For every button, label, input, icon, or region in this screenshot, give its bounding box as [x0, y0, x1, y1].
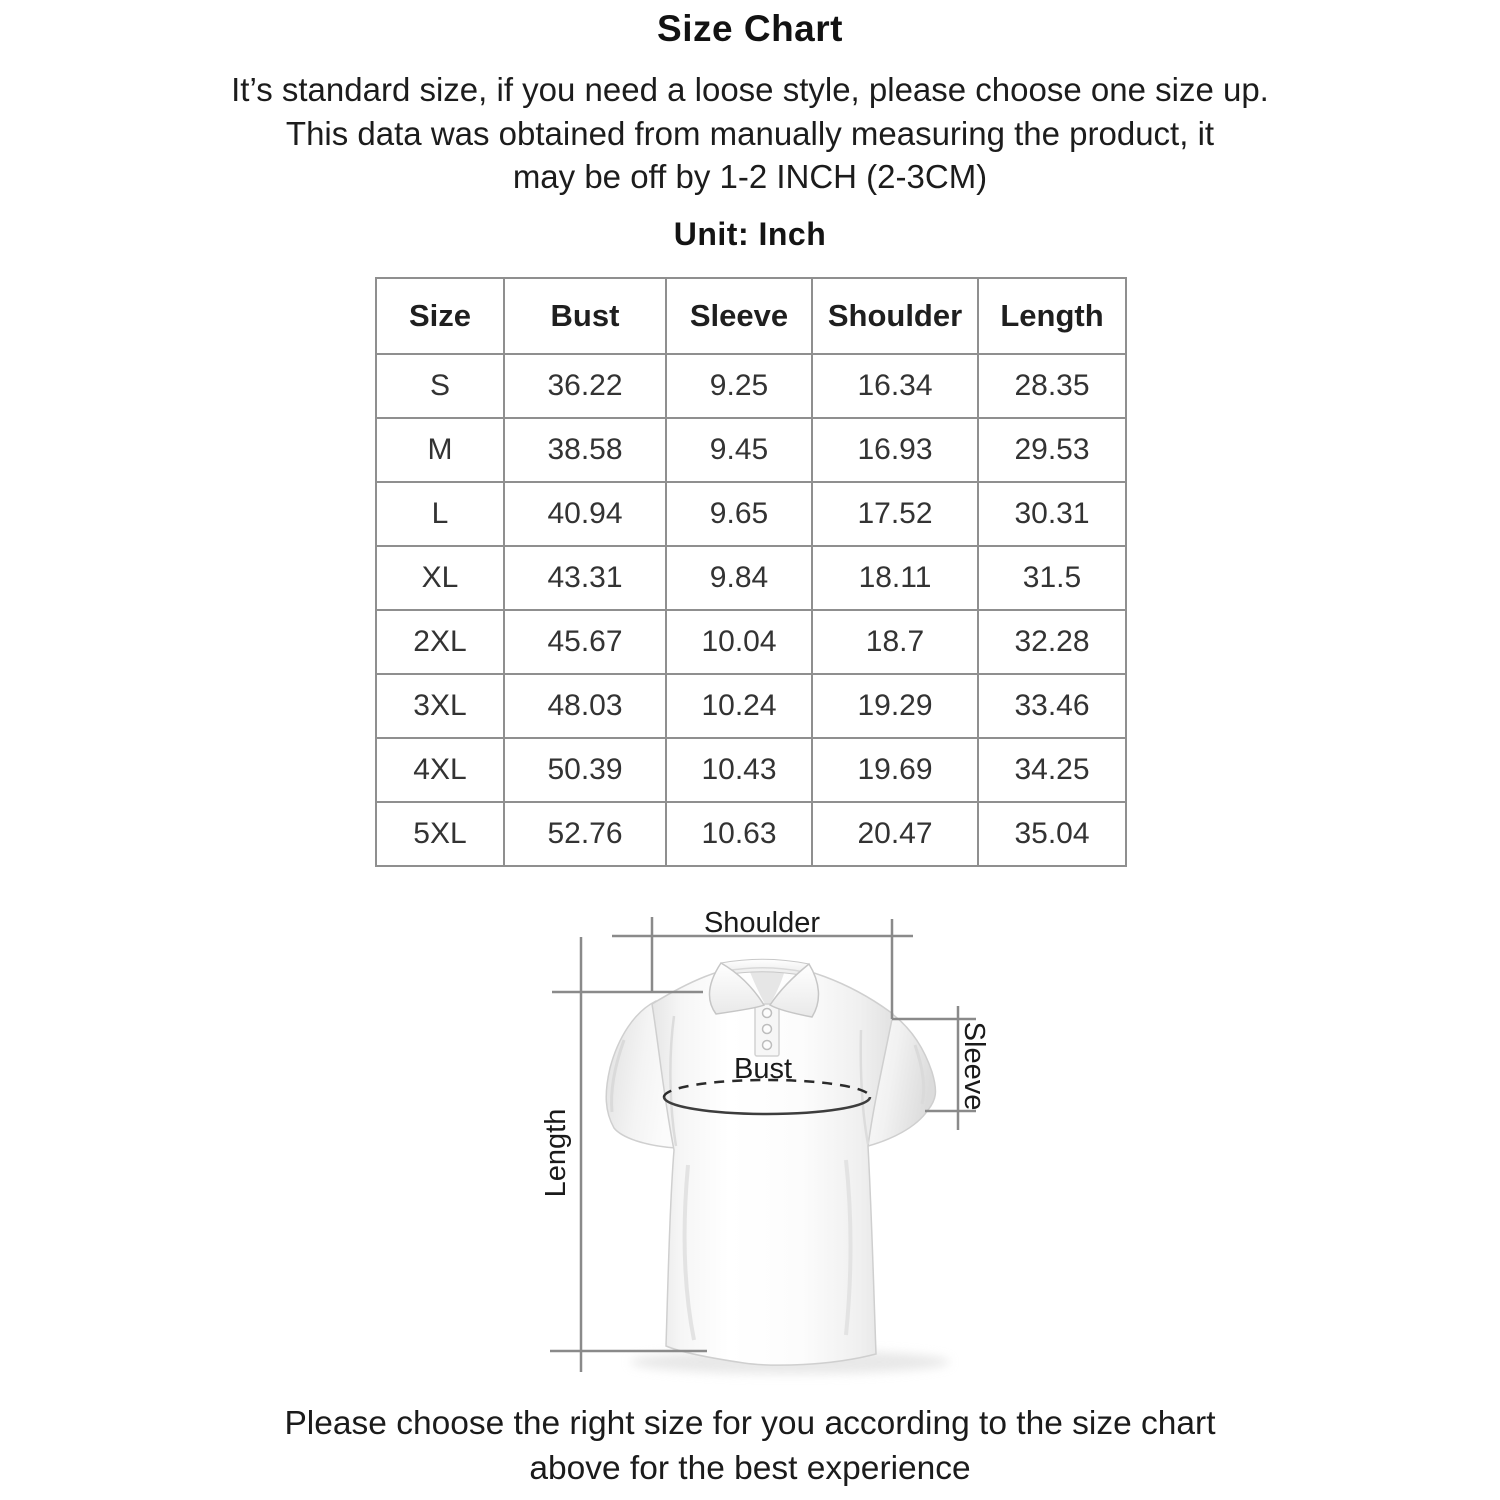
unit-label: Unit: Inch: [673, 216, 827, 252]
footer-note: [0, 1401, 1500, 1491]
page-title: Size Chart: [657, 8, 843, 49]
table-cell: 29.53: [978, 418, 1126, 482]
table-cell: 43.31: [504, 546, 666, 610]
table-cell: 30.31: [978, 482, 1126, 546]
table-header-cell: Shoulder: [812, 278, 978, 354]
table-cell: 34.25: [978, 738, 1126, 802]
table-cell: 16.93: [812, 418, 978, 482]
table-cell: L: [376, 482, 504, 546]
table-cell: 9.65: [666, 482, 812, 546]
table-cell: 45.67: [504, 610, 666, 674]
table-cell: 17.52: [812, 482, 978, 546]
table-cell: 48.03: [504, 674, 666, 738]
table-header-cell: Length: [978, 278, 1126, 354]
table-cell: 10.24: [666, 674, 812, 738]
size-note-line-3: may be off by 1-2 INCH (2-3CM): [512, 158, 988, 195]
table-cell: 5XL: [376, 802, 504, 866]
diagram-sleeve-label: Sleeve: [958, 1021, 990, 1111]
table-cell: 9.25: [666, 354, 812, 418]
table-cell: XL: [376, 546, 504, 610]
table-cell: M: [376, 418, 504, 482]
table-cell: 50.39: [504, 738, 666, 802]
table-header-cell: Sleeve: [666, 278, 812, 354]
table-cell: 32.28: [978, 610, 1126, 674]
table-cell: 38.58: [504, 418, 666, 482]
table-cell: 19.69: [812, 738, 978, 802]
diagram-shoulder-label: Shoulder: [703, 907, 821, 939]
table-cell: 52.76: [504, 802, 666, 866]
table-cell: 3XL: [376, 674, 504, 738]
table-cell: 10.04: [666, 610, 812, 674]
button: [763, 1025, 772, 1034]
table-cell: 18.11: [812, 546, 978, 610]
table-header-cell: Size: [376, 278, 504, 354]
table-cell: 40.94: [504, 482, 666, 546]
table-cell: 19.29: [812, 674, 978, 738]
table-cell: 10.43: [666, 738, 812, 802]
table-cell: 16.34: [812, 354, 978, 418]
table-cell: 33.46: [978, 674, 1126, 738]
table-cell: 2XL: [376, 610, 504, 674]
footer-line-2: above for the best experience: [529, 1450, 971, 1487]
table-cell: 31.5: [978, 546, 1126, 610]
diagram-length-label: Length: [540, 1108, 572, 1198]
table-cell: 18.7: [812, 610, 978, 674]
size-note-line-1: It’s standard size, if you need a loose style, please choose one size up.: [231, 71, 1269, 108]
button: [763, 1009, 772, 1018]
button: [763, 1041, 772, 1050]
table-cell: 35.04: [978, 802, 1126, 866]
table-cell: 9.84: [666, 546, 812, 610]
table-cell: 36.22: [504, 354, 666, 418]
diagram-bust-label: Bust: [733, 1053, 793, 1085]
footer-line-1: Please choose the right size for you according to the size chart: [284, 1405, 1216, 1442]
table-cell: 9.45: [666, 418, 812, 482]
table-cell: 10.63: [666, 802, 812, 866]
table-cell: 4XL: [376, 738, 504, 802]
table-cell: S: [376, 354, 504, 418]
table-cell: 20.47: [812, 802, 978, 866]
polo-shirt-illustration: [606, 959, 950, 1374]
table-cell: 28.35: [978, 354, 1126, 418]
table-header-cell: Bust: [504, 278, 666, 354]
size-note-line-2: This data was obtained from manually measuring the product, it: [285, 114, 1215, 152]
